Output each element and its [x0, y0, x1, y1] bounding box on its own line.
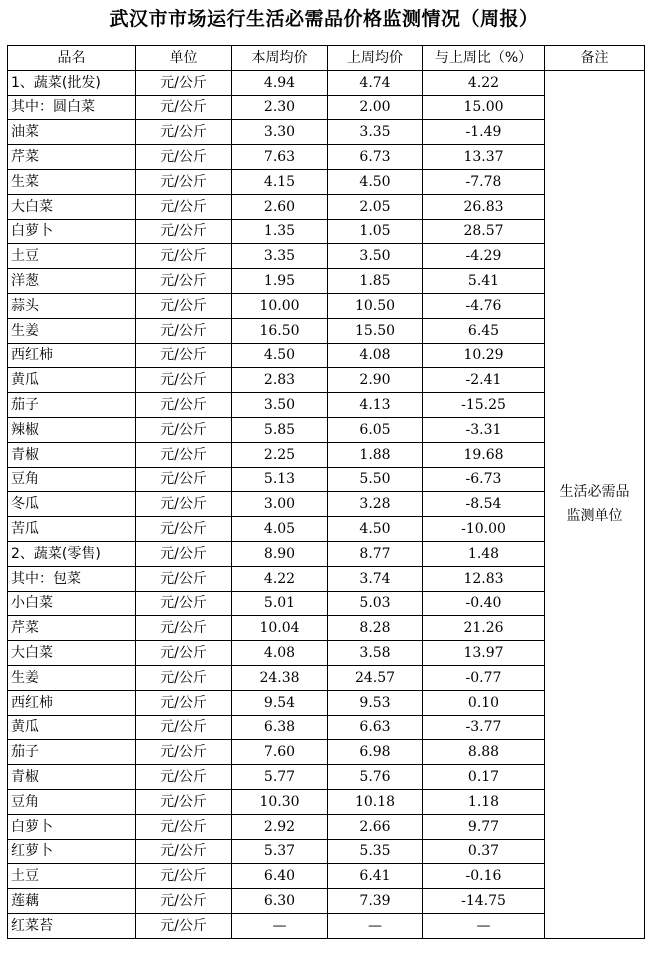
header-previous-price: 上周均价 — [328, 46, 423, 71]
unit-cell: 元/公斤 — [136, 442, 232, 467]
previous-price-cell: 3.28 — [328, 492, 423, 517]
current-price-cell: 3.00 — [232, 492, 328, 517]
previous-price-cell: 1.85 — [328, 269, 423, 294]
note-line: 生活必需品 — [559, 484, 630, 501]
item-name-cell: 豆角 — [8, 789, 136, 814]
previous-price-cell: 2.05 — [328, 194, 423, 219]
previous-price-cell: 4.74 — [328, 70, 423, 95]
current-price-cell: 2.30 — [232, 95, 328, 120]
unit-cell: 元/公斤 — [136, 417, 232, 442]
previous-price-cell: 10.18 — [328, 789, 423, 814]
item-name-cell: 茄子 — [8, 740, 136, 765]
change-percent-cell: -10.00 — [423, 517, 545, 542]
previous-price-cell: 4.13 — [328, 393, 423, 418]
change-percent-cell: -8.54 — [423, 492, 545, 517]
unit-cell: 元/公斤 — [136, 889, 232, 914]
change-percent-cell: 13.97 — [423, 641, 545, 666]
item-name-cell: 小白菜 — [8, 591, 136, 616]
change-percent-cell: 6.45 — [423, 318, 545, 343]
previous-price-cell: 5.50 — [328, 467, 423, 492]
current-price-cell: 2.92 — [232, 814, 328, 839]
current-price-cell: 4.94 — [232, 70, 328, 95]
previous-price-cell: 8.77 — [328, 541, 423, 566]
current-price-cell: 6.40 — [232, 864, 328, 889]
item-name-cell: 黄瓜 — [8, 715, 136, 740]
previous-price-cell: 9.53 — [328, 690, 423, 715]
unit-cell: 元/公斤 — [136, 492, 232, 517]
item-name-cell: 茄子 — [8, 393, 136, 418]
change-percent-cell: -3.31 — [423, 417, 545, 442]
previous-price-cell: 7.39 — [328, 889, 423, 914]
current-price-cell: 5.77 — [232, 765, 328, 790]
change-percent-cell: -3.77 — [423, 715, 545, 740]
previous-price-cell: 3.58 — [328, 641, 423, 666]
item-name-cell: 洋葱 — [8, 269, 136, 294]
unit-cell: 元/公斤 — [136, 95, 232, 120]
table-row — [8, 70, 645, 95]
item-name-cell: 2、蔬菜(零售) — [8, 541, 136, 566]
item-name-cell: 生菜 — [8, 169, 136, 194]
current-price-cell: 9.54 — [232, 690, 328, 715]
current-price-cell: 5.13 — [232, 467, 328, 492]
previous-price-cell: 5.76 — [328, 765, 423, 790]
unit-cell: 元/公斤 — [136, 244, 232, 269]
previous-price-cell: 3.50 — [328, 244, 423, 269]
current-price-cell: 6.38 — [232, 715, 328, 740]
current-price-cell: — — [232, 913, 328, 938]
current-price-cell: 10.30 — [232, 789, 328, 814]
unit-cell: 元/公斤 — [136, 393, 232, 418]
previous-price-cell: 24.57 — [328, 665, 423, 690]
previous-price-cell: 4.50 — [328, 517, 423, 542]
change-percent-cell: 0.17 — [423, 765, 545, 790]
change-percent-cell: -1.49 — [423, 120, 545, 145]
current-price-cell: 4.50 — [232, 343, 328, 368]
previous-price-cell: 10.50 — [328, 293, 423, 318]
previous-price-cell: 6.63 — [328, 715, 423, 740]
item-name-cell: 青椒 — [8, 442, 136, 467]
item-name-cell: 其中：包菜 — [8, 566, 136, 591]
current-price-cell: 3.50 — [232, 393, 328, 418]
change-percent-cell: -4.29 — [423, 244, 545, 269]
note-cell — [545, 70, 645, 938]
item-name-cell: 西红柿 — [8, 343, 136, 368]
current-price-cell: 16.50 — [232, 318, 328, 343]
change-percent-cell: 21.26 — [423, 616, 545, 641]
change-percent-cell: -14.75 — [423, 889, 545, 914]
header-current-price: 本周均价 — [232, 46, 328, 71]
unit-cell: 元/公斤 — [136, 913, 232, 938]
unit-cell: 元/公斤 — [136, 318, 232, 343]
change-percent-cell: 15.00 — [423, 95, 545, 120]
header-row — [8, 46, 645, 71]
current-price-cell: 4.15 — [232, 169, 328, 194]
unit-cell: 元/公斤 — [136, 690, 232, 715]
unit-cell: 元/公斤 — [136, 120, 232, 145]
change-percent-cell: 1.18 — [423, 789, 545, 814]
previous-price-cell: 5.03 — [328, 591, 423, 616]
current-price-cell: 4.22 — [232, 566, 328, 591]
previous-price-cell: 2.66 — [328, 814, 423, 839]
unit-cell: 元/公斤 — [136, 343, 232, 368]
item-name-cell: 油菜 — [8, 120, 136, 145]
item-name-cell: 西红柿 — [8, 690, 136, 715]
change-percent-cell: 28.57 — [423, 219, 545, 244]
unit-cell: 元/公斤 — [136, 591, 232, 616]
current-price-cell: 10.04 — [232, 616, 328, 641]
unit-cell: 元/公斤 — [136, 541, 232, 566]
previous-price-cell: 6.98 — [328, 740, 423, 765]
current-price-cell: 5.37 — [232, 839, 328, 864]
unit-cell: 元/公斤 — [136, 517, 232, 542]
item-name-cell: 白萝卜 — [8, 814, 136, 839]
previous-price-cell: 5.35 — [328, 839, 423, 864]
page-title: 武汉市市场运行生活必需品价格监测情况（周报） — [109, 8, 539, 30]
current-price-cell: 10.00 — [232, 293, 328, 318]
header-name: 品名 — [8, 46, 136, 71]
current-price-cell: 6.30 — [232, 889, 328, 914]
item-name-cell: 豆角 — [8, 467, 136, 492]
current-price-cell: 1.95 — [232, 269, 328, 294]
previous-price-cell: 2.00 — [328, 95, 423, 120]
unit-cell: 元/公斤 — [136, 740, 232, 765]
unit-cell: 元/公斤 — [136, 368, 232, 393]
current-price-cell: 3.35 — [232, 244, 328, 269]
current-price-cell: 2.83 — [232, 368, 328, 393]
current-price-cell: 2.60 — [232, 194, 328, 219]
current-price-cell: 4.08 — [232, 641, 328, 666]
item-name-cell: 莲藕 — [8, 889, 136, 914]
change-percent-cell: -6.73 — [423, 467, 545, 492]
table-body — [8, 70, 645, 938]
unit-cell: 元/公斤 — [136, 839, 232, 864]
unit-cell: 元/公斤 — [136, 665, 232, 690]
current-price-cell: 24.38 — [232, 665, 328, 690]
change-percent-cell: 13.37 — [423, 145, 545, 170]
change-percent-cell: 26.83 — [423, 194, 545, 219]
change-percent-cell: -0.40 — [423, 591, 545, 616]
change-percent-cell: -0.16 — [423, 864, 545, 889]
previous-price-cell: 4.50 — [328, 169, 423, 194]
change-percent-cell: 0.37 — [423, 839, 545, 864]
change-percent-cell: 10.29 — [423, 343, 545, 368]
previous-price-cell: 2.90 — [328, 368, 423, 393]
item-name-cell: 红菜苔 — [8, 913, 136, 938]
current-price-cell: 5.01 — [232, 591, 328, 616]
unit-cell: 元/公斤 — [136, 293, 232, 318]
item-name-cell: 生姜 — [8, 665, 136, 690]
previous-price-cell: 1.88 — [328, 442, 423, 467]
unit-cell: 元/公斤 — [136, 269, 232, 294]
item-name-cell: 土豆 — [8, 244, 136, 269]
change-percent-cell: 9.77 — [423, 814, 545, 839]
previous-price-cell: 8.28 — [328, 616, 423, 641]
unit-cell: 元/公斤 — [136, 70, 232, 95]
unit-cell: 元/公斤 — [136, 145, 232, 170]
item-name-cell: 芹菜 — [8, 616, 136, 641]
change-percent-cell: 8.88 — [423, 740, 545, 765]
unit-cell: 元/公斤 — [136, 715, 232, 740]
unit-cell: 元/公斤 — [136, 467, 232, 492]
previous-price-cell: — — [328, 913, 423, 938]
item-name-cell: 土豆 — [8, 864, 136, 889]
item-name-cell: 生姜 — [8, 318, 136, 343]
item-name-cell: 青椒 — [8, 765, 136, 790]
previous-price-cell: 1.05 — [328, 219, 423, 244]
unit-cell: 元/公斤 — [136, 864, 232, 889]
item-name-cell: 辣椒 — [8, 417, 136, 442]
current-price-cell: 8.90 — [232, 541, 328, 566]
unit-cell: 元/公斤 — [136, 169, 232, 194]
item-name-cell: 红萝卜 — [8, 839, 136, 864]
item-name-cell: 冬瓜 — [8, 492, 136, 517]
unit-cell: 元/公斤 — [136, 641, 232, 666]
previous-price-cell: 6.73 — [328, 145, 423, 170]
item-name-cell: 蒜头 — [8, 293, 136, 318]
item-name-cell: 芹菜 — [8, 145, 136, 170]
change-percent-cell: -0.77 — [423, 665, 545, 690]
unit-cell: 元/公斤 — [136, 616, 232, 641]
change-percent-cell: 19.68 — [423, 442, 545, 467]
item-name-cell: 苦瓜 — [8, 517, 136, 542]
previous-price-cell: 6.05 — [328, 417, 423, 442]
header-note: 备注 — [545, 46, 645, 71]
unit-cell: 元/公斤 — [136, 566, 232, 591]
unit-cell: 元/公斤 — [136, 194, 232, 219]
change-percent-cell: 0.10 — [423, 690, 545, 715]
change-percent-cell: -15.25 — [423, 393, 545, 418]
item-name-cell: 1、蔬菜(批发) — [8, 70, 136, 95]
current-price-cell: 7.60 — [232, 740, 328, 765]
change-percent-cell: -2.41 — [423, 368, 545, 393]
unit-cell: 元/公斤 — [136, 789, 232, 814]
previous-price-cell: 15.50 — [328, 318, 423, 343]
current-price-cell: 5.85 — [232, 417, 328, 442]
previous-price-cell: 3.74 — [328, 566, 423, 591]
item-name-cell: 大白菜 — [8, 194, 136, 219]
unit-cell: 元/公斤 — [136, 765, 232, 790]
change-percent-cell: 1.48 — [423, 541, 545, 566]
change-percent-cell: 12.83 — [423, 566, 545, 591]
previous-price-cell: 6.41 — [328, 864, 423, 889]
price-table — [7, 45, 645, 939]
item-name-cell: 其中：圆白菜 — [8, 95, 136, 120]
change-percent-cell: 4.22 — [423, 70, 545, 95]
unit-cell: 元/公斤 — [136, 814, 232, 839]
current-price-cell: 4.05 — [232, 517, 328, 542]
note-line: 监测单位 — [566, 508, 623, 525]
item-name-cell: 黄瓜 — [8, 368, 136, 393]
current-price-cell: 1.35 — [232, 219, 328, 244]
current-price-cell: 3.30 — [232, 120, 328, 145]
change-percent-cell: -4.76 — [423, 293, 545, 318]
current-price-cell: 2.25 — [232, 442, 328, 467]
previous-price-cell: 3.35 — [328, 120, 423, 145]
item-name-cell: 大白菜 — [8, 641, 136, 666]
current-price-cell: 7.63 — [232, 145, 328, 170]
previous-price-cell: 4.08 — [328, 343, 423, 368]
change-percent-cell: 5.41 — [423, 269, 545, 294]
change-percent-cell: -7.78 — [423, 169, 545, 194]
item-name-cell: 白萝卜 — [8, 219, 136, 244]
header-unit: 单位 — [136, 46, 232, 71]
change-percent-cell: — — [423, 913, 545, 938]
header-change-percent: 与上周比（%） — [423, 46, 545, 71]
unit-cell: 元/公斤 — [136, 219, 232, 244]
